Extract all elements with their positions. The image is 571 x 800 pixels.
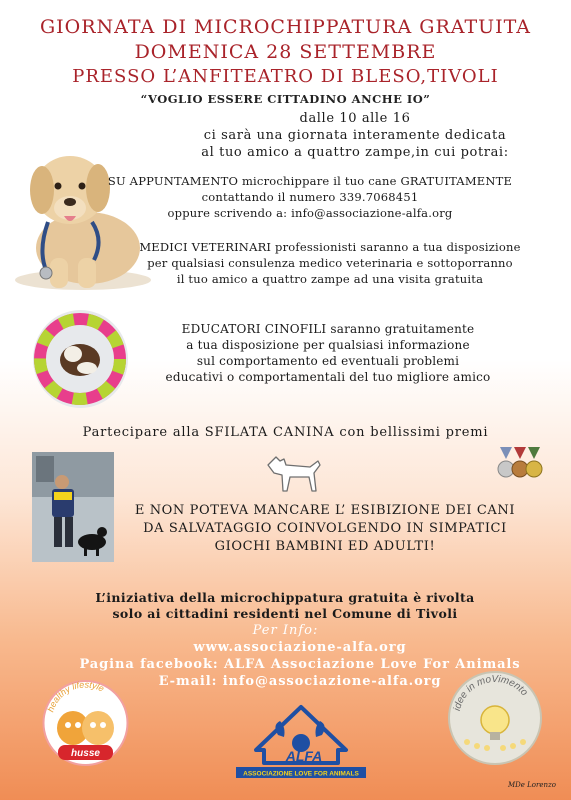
- notice-line-2: solo ai cittadini residenti nel Comune di Tivoli: [112, 606, 458, 621]
- vets-section: [95, 239, 565, 287]
- alfa-name-text: ALFA: [285, 748, 323, 764]
- educators-line-3: sul comportamento ed eventuali problemi: [196, 354, 460, 368]
- dog-silhouette-icon: [262, 447, 324, 497]
- intro-line-2: ci sarà una giornata interamente dedicata: [203, 128, 507, 143]
- vets-line-2: per qualsiasi consulenza medico veterinaria e sottoporranno: [147, 256, 513, 270]
- husse-brand-text: husse: [71, 748, 100, 759]
- rescue-line-3: GIOCHI BAMBINI ED ADULTI!: [214, 539, 436, 554]
- notice-line-1: L’iniziativa della microchippatura gratuita è rivolta: [95, 590, 475, 605]
- idee-in-movimento-logo: [445, 668, 545, 768]
- educators-line-1: EDUCATORI CINOFILI saranno gratuitamente: [181, 322, 475, 336]
- educators-line-2: a tua disposizione per qualsiasi informazione: [186, 338, 470, 352]
- microchip-line-2: contattando il numero 339.7068451: [201, 190, 419, 204]
- dog-parade-text: Partecipare alla SFILATA CANINA con bellissimi premi: [82, 425, 489, 440]
- title-line-3: PRESSO L’ANFITEATRO DI BLESO,TIVOLI: [72, 66, 499, 87]
- intro-line-3: al tuo amico a quattro zampe,in cui potrai:: [201, 145, 509, 160]
- vets-line-1: MEDICI VETERINARI professionisti saranno a tua disposizione: [139, 240, 521, 254]
- idee-arc-text: idee in moVimento: [451, 673, 530, 712]
- rescue-dogs-text: [110, 502, 540, 556]
- title-line-1: GIORNATA DI MICROCHIPPATURA GRATUITA: [39, 16, 531, 38]
- intro-text: [155, 110, 555, 161]
- slogan: “VOGLIO ESSERE CITTADINO ANCHE IO”: [140, 92, 431, 106]
- rescue-line-1: E NON POTEVA MANCARE L’ ESIBIZIONE DEI CANI: [134, 503, 516, 518]
- agility-hoop-image: [33, 310, 128, 408]
- rescue-line-2: DA SALVATAGGIO COINVOLGENDO IN SIMPATICI: [143, 521, 507, 536]
- email-link[interactable]: E-mail: info@associazione-alfa.org: [158, 674, 442, 689]
- husse-arc-text: healthy lifestyle: [45, 679, 106, 714]
- alfa-logo: [226, 695, 376, 780]
- vets-line-3: il tuo amico a quattro zampe ad una visita gratuita: [176, 272, 484, 286]
- alfa-tagline-text: ASSOCIAZIONE LOVE FOR ANIMALS: [243, 770, 359, 778]
- residents-notice: [50, 590, 520, 622]
- facebook-page-text: Pagina facebook: ALFA Associazione Love For Animals: [79, 657, 521, 672]
- husse-logo: [38, 673, 133, 768]
- rescue-volunteer-image: [32, 452, 114, 562]
- microchip-line-1: SU APPUNTAMENTO microchippare il tuo cane GRATUITAMENTE: [107, 174, 513, 188]
- microchip-line-3: oppure scrivendo a: info@associazione-alfa.org: [167, 206, 453, 220]
- title-line-2: DOMENICA 28 SETTEMBRE: [134, 41, 437, 63]
- educators-section: [118, 321, 538, 385]
- medals-icon: [492, 445, 547, 485]
- website-link[interactable]: www.associazione-alfa.org: [193, 640, 407, 655]
- agility-dog-photo: [33, 310, 128, 408]
- microchip-section: [55, 173, 565, 221]
- educators-line-4: educativi o comportamentali del tuo migliore amico: [165, 370, 491, 384]
- photo-credit: MDe Lorenzo: [508, 781, 556, 789]
- rescue-team-photo: [32, 452, 114, 562]
- info-label: Per Info:: [252, 623, 319, 638]
- intro-line-1: dalle 10 alle 16: [299, 111, 411, 126]
